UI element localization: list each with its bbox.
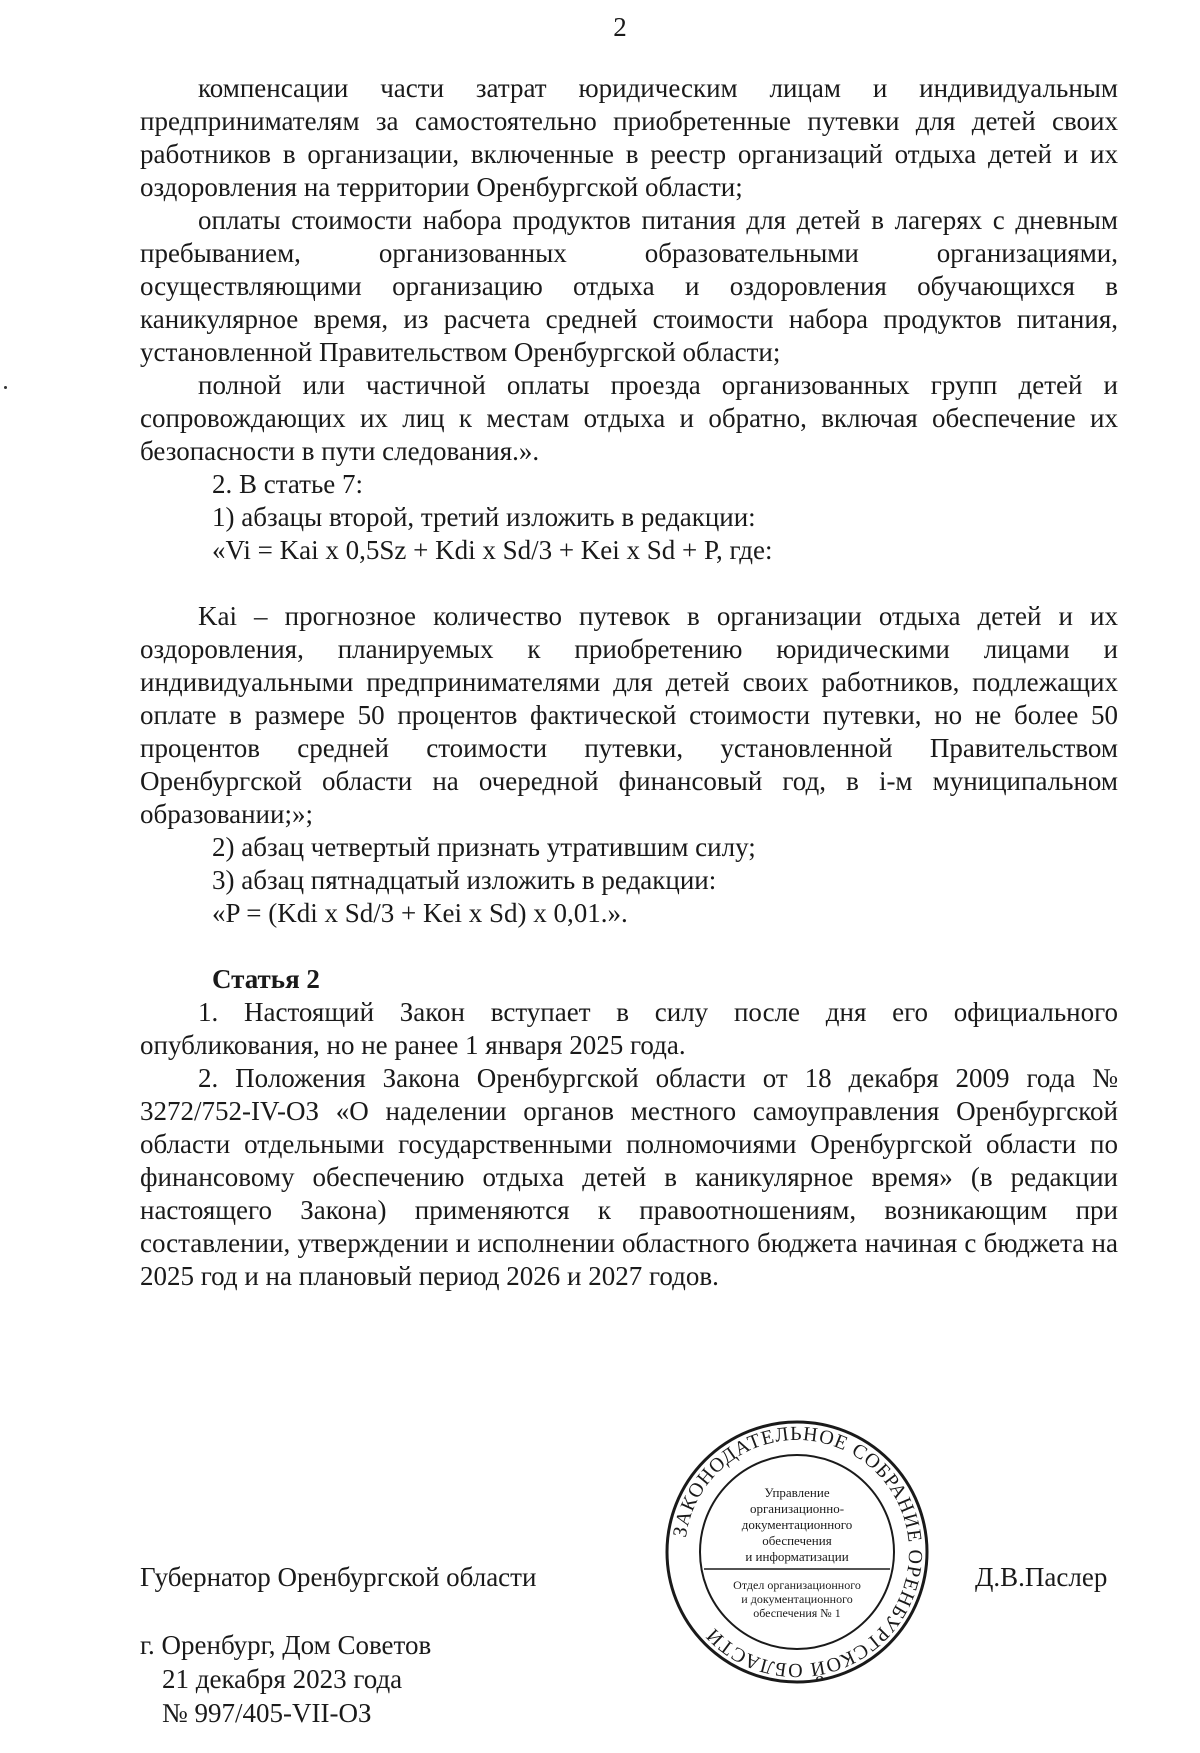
seal-line-4: обеспечения <box>762 1533 832 1548</box>
paragraph-entry-into-force: 1. Настоящий Закон вступает в силу после дня его официального опубликования, но не ранее 1 января 2025 года. <box>140 997 1118 1060</box>
page-number: 2 <box>613 12 627 42</box>
document-body <box>140 72 1118 1293</box>
item-article-7: 2. В статье 7: <box>212 469 364 499</box>
subitem-3: 3) абзац пятнадцатый изложить в редакции: <box>212 865 717 895</box>
stray-mark <box>4 386 7 389</box>
law-number: № 997/405-VII-ОЗ <box>162 1698 372 1728</box>
seal-line-5: и информатизации <box>745 1549 849 1564</box>
paragraph-application: 2. Положения Закона Оренбургской области от 18 декабря 2009 года № 3272/752-IV-ОЗ «О наделении органов местного самоуправления Оренбургской области отдельными государственными полномочиями Оренбургской области по финансовому обеспечению отдыха детей в каникулярное время» (в редакции настоящего Закона) применяются к правоотношениям, возникающим при составлении, утверждении и исполнении областного бюджета начиная с бюджета на 2025 год и на плановый период 2026 и 2027 годов. <box>140 1063 1118 1291</box>
place: г. Оренбург, Дом Советов <box>140 1630 432 1660</box>
place-date-block <box>140 1628 432 1730</box>
date: 21 декабря 2023 года <box>162 1664 403 1694</box>
paragraph-compensation: компенсации части затрат юридическим лицам и индивидуальным предпринимателям за самостоятельно приобретенные путевки для детей своих работников в организации, включенные в реестр организаций отдыха детей и их оздоровления на территории Оренбургской области; <box>140 73 1118 202</box>
seal-lower-1: Отдел организационного <box>733 1578 861 1592</box>
subitem-1: 1) абзацы второй, третий изложить в редакции: <box>212 502 756 532</box>
signature-name: Д.В.Паслер <box>975 1562 1108 1592</box>
paragraph-kai-definition: Kai – прогнозное количество путевок в организации отдыха детей и их оздоровления, планируемых к приобретению юридическими лицами и индивидуальными предпринимателями для детей своих работников, подлежащих оплате в размере 50 процентов фактической стоимости путевки, но не более 50 процентов средней стоимости путевки, установленной Правительством Оренбургской области на очередной финансовый год, в i-м муниципальном образовании;»; <box>140 601 1118 829</box>
formula-p: «P = (Kdi x Sd/3 + Kei x Sd) x 0,01.». <box>212 898 628 928</box>
seal-line-1: Управление <box>764 1485 830 1500</box>
formula-vi: «Vi = Kai x 0,5Sz + Kdi x Sd/3 + Kei x Sd + P, где: <box>212 535 773 565</box>
seal-lower-3: обеспечения № 1 <box>753 1606 841 1620</box>
seal-line-2: организационно- <box>749 1501 845 1516</box>
subitem-2: 2) абзац четвертый признать утратившим силу; <box>212 832 756 862</box>
paragraph-travel-payment: полной или частичной оплаты проезда организованных групп детей и сопровождающих их лиц к местам отдыха и обратно, включая обеспечение их безопасности в пути следования.». <box>140 370 1118 466</box>
seal-lower-2: и документационного <box>741 1592 853 1606</box>
seal-outer-text: ЗАКОНОДАТЕЛЬНОЕ СОБРАНИЕ ОРЕНБУРГСКОЙ ОБЛАСТИ <box>669 1422 927 1682</box>
article-2-heading: Статья 2 <box>212 964 320 994</box>
official-seal <box>662 1417 932 1687</box>
paragraph-food-payment: оплаты стоимости набора продуктов питания для детей в лагерях с дневным пребыванием, организованных образовательными организациями, осуществляющими организацию отдыха и оздоровления обучающихся в каникулярное время, из расчета средней стоимости набора продуктов питания, установленной Правительством Оренбургской области; <box>140 205 1118 367</box>
signature-position: Губернатор Оренбургской области <box>140 1562 537 1592</box>
seal-line-3: документационного <box>741 1517 853 1532</box>
